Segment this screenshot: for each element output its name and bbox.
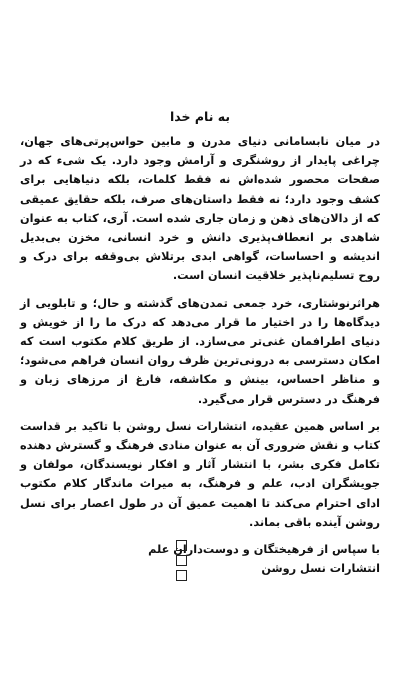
square-mark-icon [176, 555, 187, 566]
square-mark-icon [176, 570, 187, 581]
square-mark-icon [176, 540, 187, 551]
publisher-signature: انتشارات نسل روشن [261, 562, 380, 576]
paragraph-3: بر اساس همین عقیده، انتشارات نسل روشن با تاکید بر قداست کتاب و نقش ضروری آن به عنوان منادی فرهنگ و گسترش دهنده تکامل فکری بشر، با انتشار آثار و افکار نویسندگان، مولفان و جویشگران ادب، علم و فرهنگ، به میراث ماندگار کلام مکتوب ادای احترام می‌کند تا اهمیت عمیق آن در طول اعصار برای نسل روشن آینده باقی بماند. [20, 419, 380, 529]
closing-block [20, 540, 380, 578]
ornament-marks [176, 540, 187, 585]
closing-thanks: با سپاس از فرهیختگان و دوست‌داران علم [148, 543, 380, 557]
paragraph-2: هراثرنوشتاری، خرد جمعی تمدن‌های گذشته و حال؛ و تابلویی از دیدگاه‌ها را در اختیار ما قرار می‌دهد که درک ما را از خویش و دنیای اطرافمان غنی‌تر می‌سازد. از طریق کلام مکتوب است که امکان دسترسی به درونی‌ترین ظرف روان انسان فراهم می‌شود؛ و مناظر احساس، بینش و مکاشفه، فارغ از مرزهای زبان و فرهنگ در دسترس قرار می‌گیرد. [20, 296, 380, 406]
page-title: به نام خدا [169, 109, 231, 124]
paragraph-1: در میان نابسامانی دنیای مدرن و مابین حواس‌پرتی‌های جهان، چراغی پایدار از روشنگری و آرامش وجود دارد. یک شیء که در صفحات محصور شده‌اش نه فقط کلمات، بلکه دنیاهایی برای کشف وجود دارد؛ نه فقط داستان‌های صرف، بلکه حقایق عمیقی که از دالان‌های ذهن و زمان جاری شده است. آری، کتاب به عنوان شاهدی بر انعطاف‌پذیری دانش و خرد انسانی، مخزن بی‌بدیل اندیشه و احساسات، گواهی ابدی برتلاش بی‌وقفه برای درک و روح تسلیم‌ناپذیر خلاقیت انسان است. [20, 135, 380, 283]
